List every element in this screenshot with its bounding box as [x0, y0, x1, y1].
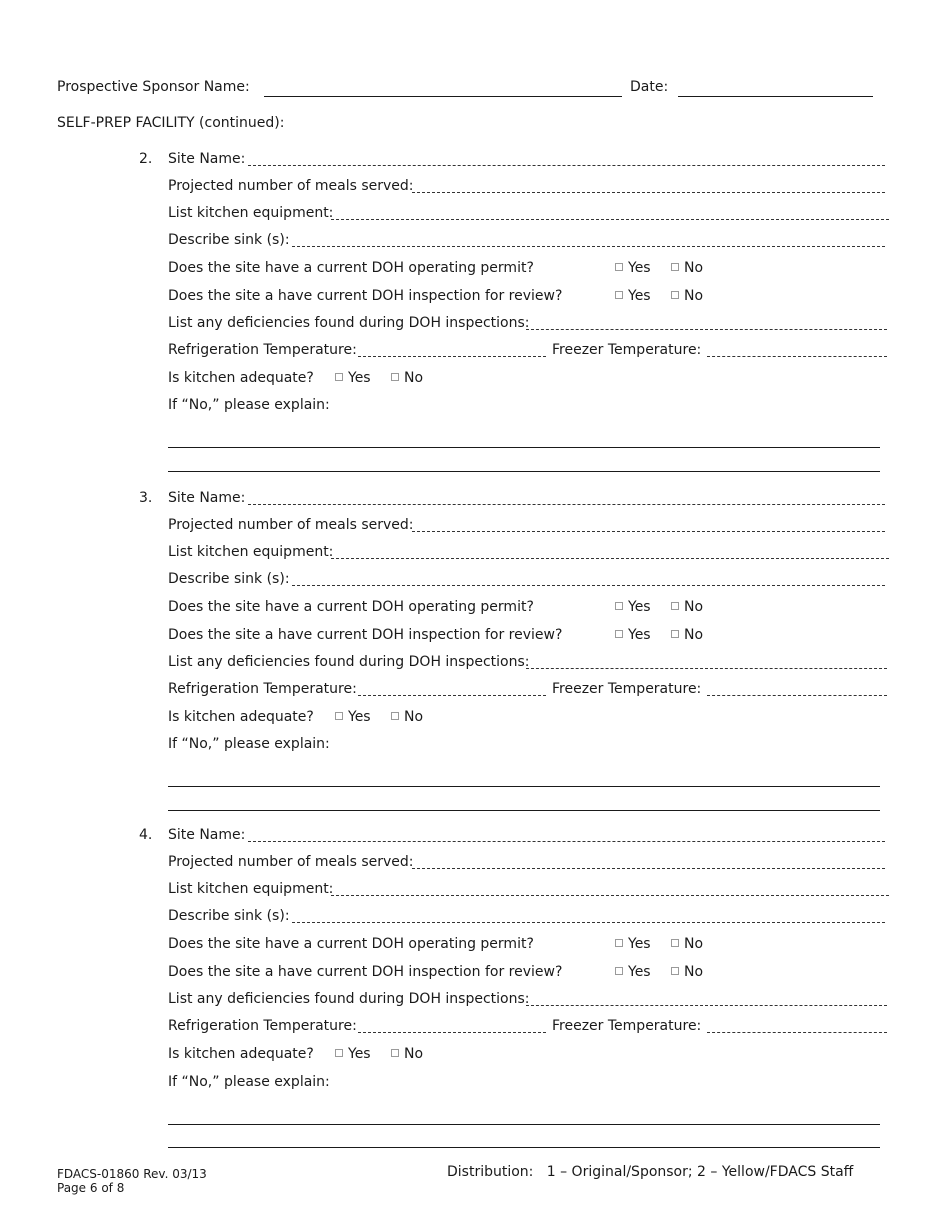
explain-line-2[interactable] [168, 471, 880, 472]
meals-label: Projected number of meals served: [168, 178, 414, 194]
sponsor-name-field[interactable] [264, 96, 622, 97]
adequate-label: Is kitchen adequate? [168, 370, 314, 386]
meals-field[interactable] [412, 531, 885, 532]
adequate-no-checkbox[interactable]: No [391, 709, 423, 725]
adequate-label: Is kitchen adequate? [168, 709, 314, 725]
explain-line-2[interactable] [168, 1147, 880, 1148]
refrigeration-label: Refrigeration Temperature: [168, 1018, 357, 1034]
freezer-field[interactable] [707, 695, 887, 696]
freezer-label: Freezer Temperature: [552, 681, 702, 697]
meals-field[interactable] [412, 192, 885, 193]
deficiencies-label: List any deficiencies found during DOH inspections: [168, 654, 530, 670]
adequate-yes-checkbox[interactable]: Yes [335, 1046, 371, 1062]
sink-field[interactable] [292, 585, 885, 586]
equipment-field[interactable] [331, 558, 889, 559]
inspection-yes-checkbox[interactable]: Yes [615, 964, 651, 980]
permit-no-checkbox[interactable]: No [671, 599, 703, 615]
freezer-field[interactable] [707, 1032, 887, 1033]
permit-label: Does the site have a current DOH operating permit? [168, 599, 534, 615]
site-name-field[interactable] [248, 504, 885, 505]
refrigeration-field[interactable] [358, 695, 546, 696]
inspection-label: Does the site a have current DOH inspection for review? [168, 964, 563, 980]
equipment-label: List kitchen equipment: [168, 205, 334, 221]
refrigeration-field[interactable] [358, 356, 546, 357]
inspection-yes-checkbox[interactable]: Yes [615, 288, 651, 304]
freezer-field[interactable] [707, 356, 887, 357]
explain-line-1[interactable] [168, 786, 880, 787]
equipment-field[interactable] [331, 895, 889, 896]
adequate-yes-checkbox[interactable]: Yes [335, 370, 371, 386]
explain-label: If “No,” please explain: [168, 1074, 330, 1090]
permit-label: Does the site have a current DOH operating permit? [168, 936, 534, 952]
sink-field[interactable] [292, 922, 885, 923]
section-title: SELF-PREP FACILITY (continued): [57, 115, 285, 131]
explain-line-1[interactable] [168, 1124, 880, 1125]
date-label: Date: [630, 79, 669, 95]
sink-label: Describe sink (s): [168, 571, 290, 587]
refrigeration-field[interactable] [358, 1032, 546, 1033]
equipment-label: List kitchen equipment: [168, 881, 334, 897]
site-name-label: Site Name: [168, 827, 246, 843]
freezer-label: Freezer Temperature: [552, 1018, 702, 1034]
site-number: 3. [139, 490, 153, 506]
sponsor-name-label: Prospective Sponsor Name: [57, 79, 250, 95]
date-field[interactable] [678, 96, 873, 97]
permit-yes-checkbox[interactable]: Yes [615, 260, 651, 276]
inspection-no-checkbox[interactable]: No [671, 964, 703, 980]
deficiencies-field[interactable] [526, 1005, 887, 1006]
refrigeration-label: Refrigeration Temperature: [168, 681, 357, 697]
page-number: Page 6 of 8 [57, 1181, 125, 1195]
site-name-label: Site Name: [168, 490, 246, 506]
site-number: 2. [139, 151, 153, 167]
sink-label: Describe sink (s): [168, 232, 290, 248]
distribution-note: Distribution: 1 – Original/Sponsor; 2 – Yellow/FDACS Staff [447, 1164, 854, 1180]
explain-line-1[interactable] [168, 447, 880, 448]
adequate-label: Is kitchen adequate? [168, 1046, 314, 1062]
equipment-label: List kitchen equipment: [168, 544, 334, 560]
explain-line-2[interactable] [168, 810, 880, 811]
site-name-field[interactable] [248, 841, 885, 842]
site-number: 4. [139, 827, 153, 843]
form-id: FDACS-01860 Rev. 03/13 [57, 1167, 207, 1181]
freezer-label: Freezer Temperature: [552, 342, 702, 358]
deficiencies-field[interactable] [526, 668, 887, 669]
meals-label: Projected number of meals served: [168, 854, 414, 870]
permit-no-checkbox[interactable]: No [671, 260, 703, 276]
meals-field[interactable] [412, 868, 885, 869]
deficiencies-field[interactable] [526, 329, 887, 330]
explain-label: If “No,” please explain: [168, 736, 330, 752]
deficiencies-label: List any deficiencies found during DOH inspections: [168, 991, 530, 1007]
permit-no-checkbox[interactable]: No [671, 936, 703, 952]
adequate-no-checkbox[interactable]: No [391, 370, 423, 386]
inspection-label: Does the site a have current DOH inspection for review? [168, 288, 563, 304]
permit-yes-checkbox[interactable]: Yes [615, 936, 651, 952]
inspection-yes-checkbox[interactable]: Yes [615, 627, 651, 643]
inspection-label: Does the site a have current DOH inspection for review? [168, 627, 563, 643]
explain-label: If “No,” please explain: [168, 397, 330, 413]
sink-field[interactable] [292, 246, 885, 247]
adequate-no-checkbox[interactable]: No [391, 1046, 423, 1062]
meals-label: Projected number of meals served: [168, 517, 414, 533]
deficiencies-label: List any deficiencies found during DOH inspections: [168, 315, 530, 331]
inspection-no-checkbox[interactable]: No [671, 627, 703, 643]
refrigeration-label: Refrigeration Temperature: [168, 342, 357, 358]
sink-label: Describe sink (s): [168, 908, 290, 924]
site-name-label: Site Name: [168, 151, 246, 167]
permit-yes-checkbox[interactable]: Yes [615, 599, 651, 615]
permit-label: Does the site have a current DOH operating permit? [168, 260, 534, 276]
adequate-yes-checkbox[interactable]: Yes [335, 709, 371, 725]
site-name-field[interactable] [248, 165, 885, 166]
inspection-no-checkbox[interactable]: No [671, 288, 703, 304]
equipment-field[interactable] [331, 219, 889, 220]
